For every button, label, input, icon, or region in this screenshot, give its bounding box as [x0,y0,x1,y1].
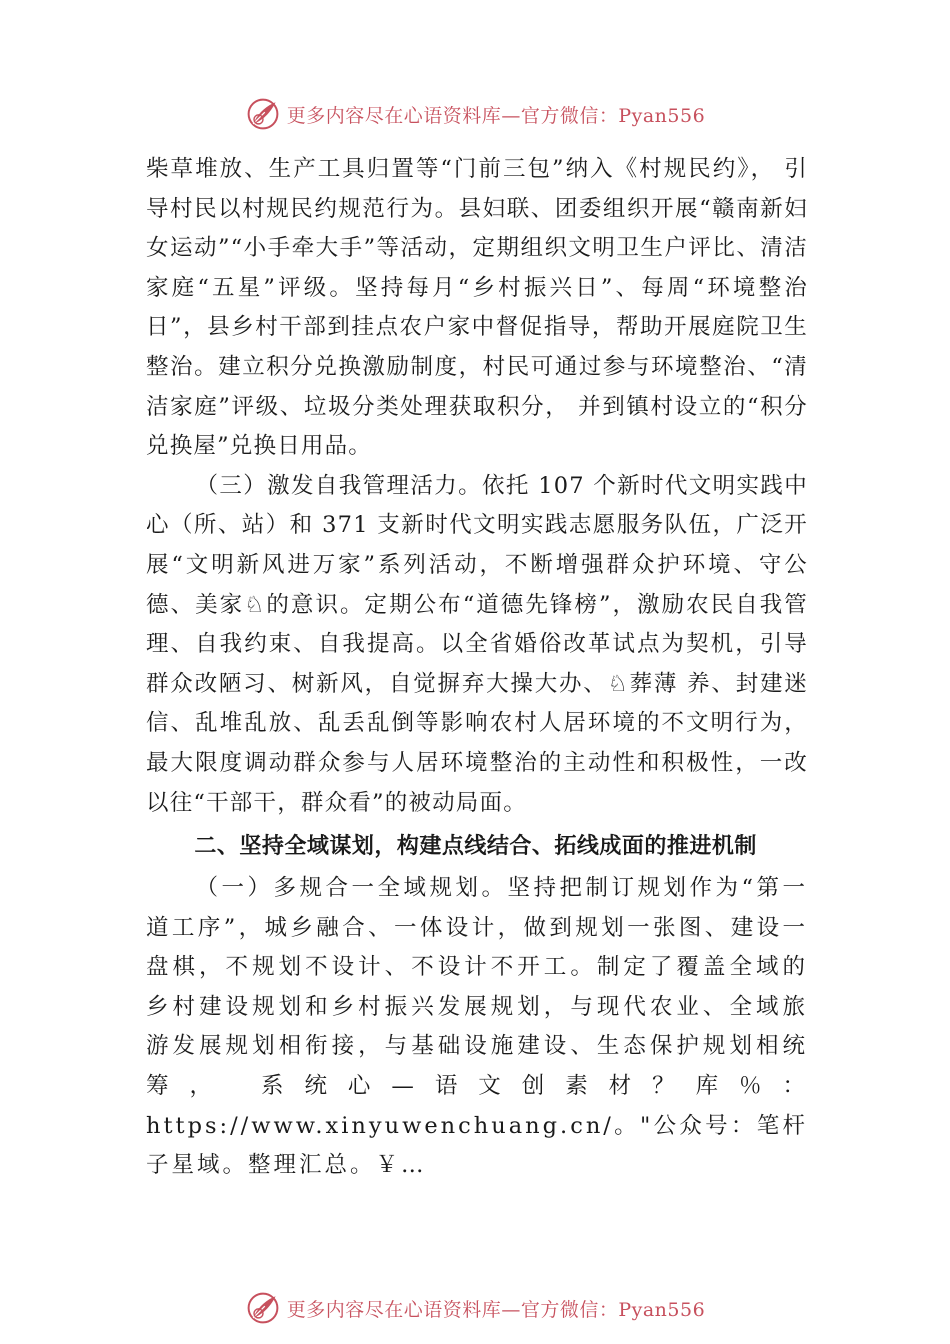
feather-pen-logo-icon [245,1290,281,1326]
document-body [146,150,808,1186]
watermark-text: 更多内容尽在心语资料库—官方微信：Pyan556 [286,1298,706,1321]
paragraph-2: （三）激发自我管理活力。依托 107 个新时代文明实践中心（所、站）和 371 支新时代文明实践志愿服务队伍，广泛开展“文明新风进万家”系列活动，不断增强群众护环境、守公德、美家♘的意识。定期公布“道德先锋榜”，激励农民自我管理、自我约束、自我提高。以全省婚俗改革试点为契机，引导群众改陋习、树新风，自觉摒弃大操大办、♘葬薄 养、封建迷信、乱堆乱放、乱丢乱倒等影响农村人居环境的不文明行为，最大限度调动群众参与人居环境整治的主动性和积极性，一改以往“干部干，群众看”的被动局面。 [146,472,808,816]
feather-pen-logo-icon [245,96,281,132]
paragraph-1: 柴草堆放、生产工具归置等“门前三包”纳入《村规民约》， 引导村民以村规民约规范行为。县妇联、团委组织开展“赣南新妇女运动”“小手牵大手”等活动，定期组织文明卫生户评比、清洁家庭“五星”评级。坚持每月“乡村振兴日”、每周“环境整治日”，县乡村干部到挂点农户家中督促指导，帮助开展庭院卫生整治。建立积分兑换激励制度，村民可通过参与环境整治、“清洁家庭”评级、垃圾分类处理获取积分， 并到镇村设立的“积分兑换屋”兑换日用品。 [146,156,808,460]
footer-watermark [0,1286,950,1330]
paragraph-3: （一）多规合一全域规划。坚持把制订规划作为“第一道工序”，城乡融合、一体设计，做到规划一张图、建设一盘棋，不规划不设计、不设计不开工。制定了覆盖全域的乡村建设规划和乡村振兴发展规划，与现代农业、全域旅游发展规划相衔接，与基础设施建设、生态保护规划相统筹， 系统心—语文创素材？库％： https://www.xinyuwenchuang.cn/。"公众号：笔杆子星域。整理汇总。￥… [146,875,808,1179]
header-watermark [0,92,950,136]
section-heading-2: 二、坚持全域谋划，构建点线结合、拓线成面的推进机制 [194,834,757,860]
watermark-text: 更多内容尽在心语资料库—官方微信：Pyan556 [286,104,706,127]
